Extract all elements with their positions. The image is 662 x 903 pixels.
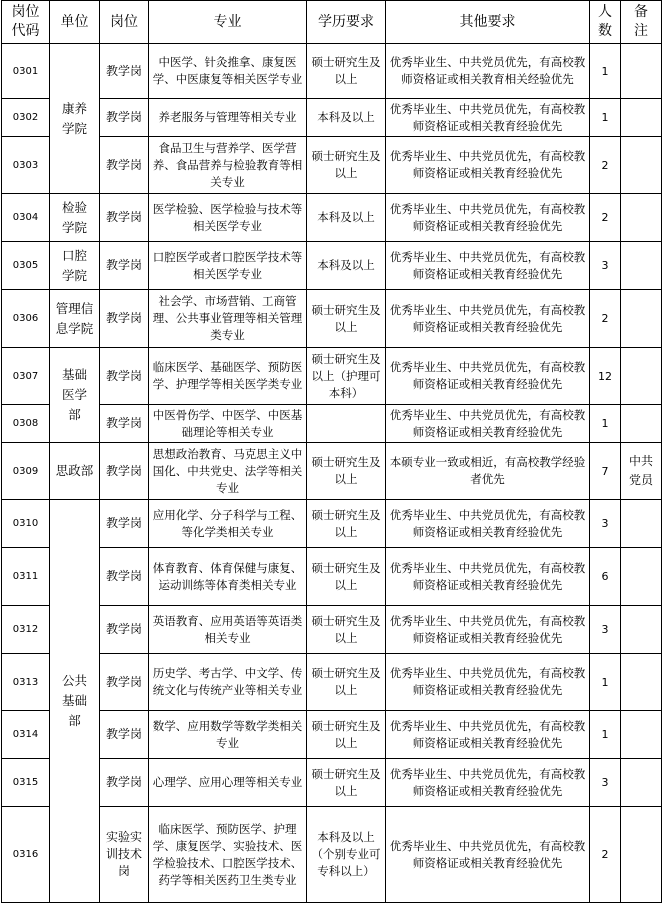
row-major: 思想政治教育、马克思主义中国化、中共党史、法学等相关专业 [149, 443, 307, 500]
row-note [621, 137, 662, 194]
row-count: 3 [590, 759, 621, 807]
row-unit: 公共基础部 [50, 500, 100, 903]
row-position: 教学岗 [100, 137, 149, 194]
row-other: 优秀毕业生、中共党员优先，有高校教师资格证或相关教育经验优先 [386, 405, 590, 443]
row-code: 0306 [2, 290, 50, 348]
row-note [621, 242, 662, 290]
header-row [2, 1, 662, 44]
row-count: 1 [590, 654, 621, 711]
row-other: 优秀毕业生、中共党员优先，有高校教师资格证或相关教育经验优先 [386, 548, 590, 606]
header-count: 人数 [590, 1, 621, 44]
row-other: 优秀毕业生、中共党员优先，有高校教师资格证或相关教育经验优先 [386, 290, 590, 348]
row-code: 0301 [2, 44, 50, 99]
row-position: 教学岗 [100, 500, 149, 548]
row-major: 中医学、针灸推拿、康复医学、中医康复等相关医学专业 [149, 44, 307, 99]
header-code: 岗位代码 [2, 1, 50, 44]
row-major: 临床医学、预防医学、护理学、康复医学、实验技术、医学检验技术、口腔医学技术、药学等相关医药卫生类专业 [149, 807, 307, 903]
row-major: 养老服务与管理等相关专业 [149, 99, 307, 137]
row-note [621, 500, 662, 548]
row-count: 2 [590, 137, 621, 194]
row-education: 硕士研究生及以上（护理可本科） [307, 348, 386, 405]
row-count: 2 [590, 290, 621, 348]
row-position: 教学岗 [100, 99, 149, 137]
row-education: 硕士研究生及以上 [307, 443, 386, 500]
table-row [2, 548, 662, 606]
row-code: 0308 [2, 405, 50, 443]
row-position: 教学岗 [100, 654, 149, 711]
table-row [2, 44, 662, 99]
header-unit: 单位 [50, 1, 100, 44]
row-education: 本科及以上（个别专业可专科以上） [307, 807, 386, 903]
row-other: 优秀毕业生、中共党员优先，有高校教师资格证或相关教育经验优先 [386, 242, 590, 290]
row-education: 硕士研究生及以上 [307, 759, 386, 807]
row-unit: 管理信息学院 [50, 290, 100, 348]
row-major: 医学检验、医学检验与技术等相关医学专业 [149, 194, 307, 242]
header-education: 学历要求 [307, 1, 386, 44]
table-row [2, 194, 662, 242]
row-count: 2 [590, 807, 621, 903]
row-other: 优秀毕业生、中共党员优先，有高校教师资格证或相关教育相关经验优先 [386, 44, 590, 99]
row-position: 教学岗 [100, 194, 149, 242]
row-education: 本科及以上 [307, 99, 386, 137]
row-code: 0315 [2, 759, 50, 807]
row-education: 本科及以上 [307, 194, 386, 242]
row-note [621, 405, 662, 443]
row-education: 本科及以上 [307, 242, 386, 290]
row-count: 1 [590, 711, 621, 759]
row-count: 7 [590, 443, 621, 500]
table-row [2, 137, 662, 194]
table-row [2, 443, 662, 500]
table-row [2, 500, 662, 548]
row-count: 1 [590, 405, 621, 443]
row-major: 历史学、考古学、中文学、传统文化与传统产业等相关专业 [149, 654, 307, 711]
row-note [621, 807, 662, 903]
row-unit: 基础医学部 [50, 348, 100, 443]
table-row [2, 290, 662, 348]
row-code: 0313 [2, 654, 50, 711]
row-other: 优秀毕业生、中共党员优先，有高校教师资格证或相关教育经验优先 [386, 606, 590, 654]
row-education: 硕士研究生及以上 [307, 44, 386, 99]
row-major: 临床医学、基础医学、预防医学、护理学等相关医学类专业 [149, 348, 307, 405]
row-position: 教学岗 [100, 405, 149, 443]
row-count: 3 [590, 606, 621, 654]
row-unit: 检验学院 [50, 194, 100, 242]
table-row [2, 99, 662, 137]
row-note [621, 759, 662, 807]
row-code: 0310 [2, 500, 50, 548]
row-note [621, 606, 662, 654]
row-position: 教学岗 [100, 443, 149, 500]
table-row [2, 759, 662, 807]
row-position: 教学岗 [100, 242, 149, 290]
row-major: 中医骨伤学、中医学、中医基础理论等相关专业 [149, 405, 307, 443]
row-note [621, 654, 662, 711]
row-note [621, 44, 662, 99]
row-education: 硕士研究生及以上 [307, 137, 386, 194]
row-note [621, 290, 662, 348]
header-position: 岗位 [100, 1, 149, 44]
row-note [621, 711, 662, 759]
row-position: 教学岗 [100, 759, 149, 807]
header-major: 专业 [149, 1, 307, 44]
row-other: 优秀毕业生、中共党员优先，有高校教师资格证或相关教育经验优先 [386, 348, 590, 405]
row-other: 优秀毕业生、中共党员优先，有高校教师资格证或相关教育经验优先 [386, 137, 590, 194]
row-major: 心理学、应用心理等相关专业 [149, 759, 307, 807]
row-major: 应用化学、分子科学与工程、等化学类相关专业 [149, 500, 307, 548]
table-row [2, 807, 662, 903]
row-unit: 康养学院 [50, 44, 100, 194]
row-education [307, 405, 386, 443]
row-code: 0304 [2, 194, 50, 242]
row-position: 教学岗 [100, 548, 149, 606]
row-position: 教学岗 [100, 44, 149, 99]
row-position: 教学岗 [100, 606, 149, 654]
row-education: 硕士研究生及以上 [307, 548, 386, 606]
row-education: 硕士研究生及以上 [307, 606, 386, 654]
row-education: 硕士研究生及以上 [307, 290, 386, 348]
row-note: 中共党员 [621, 443, 662, 500]
row-major: 社会学、市场营销、工商管理、公共事业管理等相关管理类专业 [149, 290, 307, 348]
row-count: 3 [590, 500, 621, 548]
row-code: 0309 [2, 443, 50, 500]
row-code: 0312 [2, 606, 50, 654]
row-major: 数学、应用数学等数学类相关专业 [149, 711, 307, 759]
table-row [2, 405, 662, 443]
table-row [2, 606, 662, 654]
row-code: 0316 [2, 807, 50, 903]
recruitment-table [1, 0, 662, 903]
row-count: 3 [590, 242, 621, 290]
row-position: 教学岗 [100, 290, 149, 348]
row-code: 0305 [2, 242, 50, 290]
row-major: 食品卫生与营养学、医学营养、食品营养与检验教育等相关专业 [149, 137, 307, 194]
row-education: 硕士研究生及以上 [307, 500, 386, 548]
row-count: 1 [590, 99, 621, 137]
row-count: 1 [590, 44, 621, 99]
row-position: 教学岗 [100, 348, 149, 405]
row-education: 硕士研究生及以上 [307, 654, 386, 711]
row-other: 本硕专业一致或相近，有高校教学经验者优先 [386, 443, 590, 500]
row-other: 优秀毕业生、中共党员优先，有高校教师资格证或相关教育经验优先 [386, 194, 590, 242]
row-note [621, 548, 662, 606]
row-major: 口腔医学或者口腔医学技术等相关医学专业 [149, 242, 307, 290]
row-position: 教学岗 [100, 711, 149, 759]
row-code: 0307 [2, 348, 50, 405]
row-major: 体育教育、体育保健与康复、运动训练等体育类相关专业 [149, 548, 307, 606]
row-unit: 口腔学院 [50, 242, 100, 290]
row-other: 优秀毕业生、中共党员优先，有高校教师资格证或相关教育经验优先 [386, 759, 590, 807]
row-other: 优秀毕业生、中共党员优先，有高校教师资格证或相关教育经验优先 [386, 99, 590, 137]
row-position: 实验实训技术岗 [100, 807, 149, 903]
row-count: 12 [590, 348, 621, 405]
row-major: 英语教育、应用英语等英语类相关专业 [149, 606, 307, 654]
row-note [621, 194, 662, 242]
row-code: 0314 [2, 711, 50, 759]
table-row [2, 654, 662, 711]
row-education: 硕士研究生及以上 [307, 711, 386, 759]
row-count: 6 [590, 548, 621, 606]
table-row [2, 242, 662, 290]
row-note [621, 348, 662, 405]
row-count: 2 [590, 194, 621, 242]
row-note [621, 99, 662, 137]
header-other: 其他要求 [386, 1, 590, 44]
row-unit: 思政部 [50, 443, 100, 500]
row-code: 0311 [2, 548, 50, 606]
header-note: 备注 [621, 1, 662, 44]
row-code: 0302 [2, 99, 50, 137]
row-code: 0303 [2, 137, 50, 194]
row-other: 优秀毕业生、中共党员优先，有高校教师资格证或相关教育经验优先 [386, 807, 590, 903]
row-other: 优秀毕业生、中共党员优先，有高校教师资格证或相关教育经验优先 [386, 711, 590, 759]
row-other: 优秀毕业生、中共党员优先，有高校教师资格证或相关教育经验优先 [386, 500, 590, 548]
row-other: 优秀毕业生、中共党员优先，有高校教师资格证或相关教育经验优先 [386, 654, 590, 711]
table-row [2, 348, 662, 405]
table-row [2, 711, 662, 759]
